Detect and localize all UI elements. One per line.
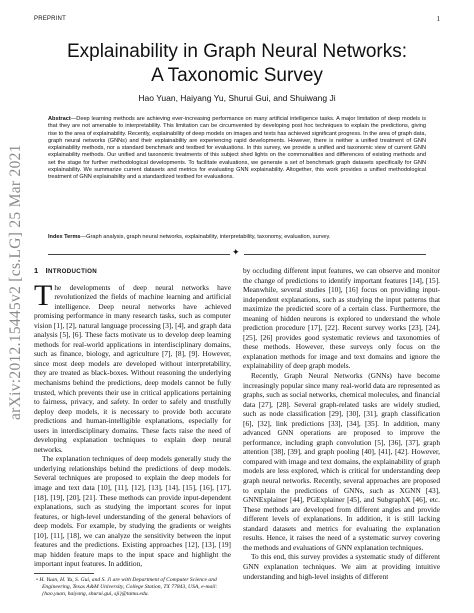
section-title-first: I (45, 266, 49, 275)
index-terms-label: Index Terms (48, 234, 81, 240)
arxiv-identifier[interactable]: arXiv:2012.15445v2 [cs.LG] 25 Mar 2021 (7, 144, 24, 420)
paper-title (40, 40, 434, 88)
left-column (34, 266, 231, 598)
index-terms (48, 234, 426, 241)
diamond-icon: ✦ (232, 248, 240, 258)
intro-paragraph-1-text: he developments of deep neural networks have revolutionized the fields of machine learning and artificial intelligence. Deep neural networks have achieved promising performance in many research tasks, such as computer vision [1], [2], natural language processing [3], [4], and graph data analysis [5], [6]. These facts motivate us to develop deep learning methods for real-world applications in interdisciplinary domains, such as finance, biology, and agriculture [7], [8], [9]. However, since most deep models are developed without interpretability, they are treated as black-boxes. Without reasoning the underlying mechanisms behind the predictions, deep models cannot be fully trusted, which prevents their use in critical applications pertaining to fairness, privacy, and safety. In order to safely and trustfully deploy deep models, it is necessary to provide both accurate predictions and human-intelligible explanations, especially for users in interdisciplinary domains. These facts raise the need of developing explanation techniques to explain deep neural networks. (34, 282, 231, 454)
page-number: 1 (436, 15, 440, 23)
abstract (48, 116, 426, 182)
abstract-text: —Deep learning methods are achieving ever-increasing performance on many artificial intelligence tasks. A major limitation of deep models is that they are not amenable to interpretability. This limitation can be circumvented by developing post hoc techniques to explain the predictions, giving rise to the area of explainability. Recently, explainability of deep models on images and texts has achieved significant progress. In the area of graph data, graph neural networks (GNNs) and their explainability are experiencing rapid developments. However, there is neither a unified treatment of GNN explainability methods, nor a standard benchmark and testbed for evaluations. In this survey, we provide a unified and taxonomic view of current GNN explainability methods. Our unified and taxonomic treatments of this subject shed lights on the commonalities and differences of existing methods and set the stage for further methodological developments. To facilitate evaluations, we generate a set of benchmark graph datasets specifically for GNN explainability. We summarize current datasets and metrics for evaluating GNN explainability. Altogether, this work provides a unified methodological treatment of GNN explainability and a standardized testbed for evaluations. (48, 116, 426, 181)
section-heading (34, 266, 231, 277)
title-line-1: Explainability in Graph Neural Networks: (66, 41, 408, 62)
index-terms-text: —Graph analysis, graph neural networks, explainability, interpretability, taxonomy, evaluation, survey. (80, 234, 331, 240)
divider-line-right (244, 254, 426, 255)
intro-paragraph-1 (34, 278, 231, 455)
right-paragraph-1: by occluding different input features, we can observe and monitor the change of predictions to identify important features [14], [15]. Meanwhile, several studies [10], [16] focus on providing input-independent explanations, such as studying the input patterns that maximize the predicted score of a certain class. Furthermore, the meaning of hidden neurons is explored to understand the whole prediction procedure [17], [22]. Recent survey works [23], [24], [25], [26] provides good systematic reviews and taxonomies of these methods. However, these surveys only focus on the explanation methods for image and text domains and ignore the explainability of deep graph models. (243, 266, 440, 371)
intro-paragraph-2: The explanation techniques of deep models generally study the underlying relationships behind the predictions of deep models. Several techniques are proposed to explain the deep models for image and text data [10], [11], [12], [13], [14], [15], [16], [17], [18], [19], [20], [21]. These methods can provide input-dependent explanations, such as studying the important scores for input features, or high-level understanding of the general behaviors of deep models. For example, by studying the gradients or weights [10], [11], [18], we can analyze the sensitivity between the input features and the predictions. Existing approaches [12], [13], [19] map hidden feature maps to the input space and highlight the important input features. In addition, (34, 454, 231, 569)
author-list: Hao Yuan, Haiyang Yu, Shurui Gui, and Shuiwang Ji (138, 93, 336, 103)
section-title-rest: NTRODUCTION (48, 268, 98, 275)
right-column (243, 266, 440, 581)
divider-line-left (48, 254, 230, 255)
drop-cap: T (34, 278, 53, 312)
title-line-2: A Taxonomic Survey (151, 65, 323, 86)
right-paragraph-3: To this end, this survey provides a systematic study of different GNN explanation techniques. We aim at providing intuitive understanding and high-level insights of different (243, 552, 440, 581)
footnote-rule (34, 573, 94, 574)
abstract-label: Abstract (48, 116, 71, 122)
preprint-label: PREPRINT (34, 16, 66, 22)
author-footnote: • H. Yuan, H. Yu, S. Gui, and S. Ji are with Department of Computer Science and Engineering, Texas A&M University, College Station, TX 77843, USA, e-mail: {hao.yuan, haiyang, shurui.gui, sji}@tamu.edu. (36, 576, 218, 597)
section-divider (48, 248, 426, 258)
right-paragraph-2: Recently, Graph Neural Networks (GNNs) have become increasingly popular since many real-world data are represented as graphs, such as social networks, chemical molecules, and financial data [27], [28]. Several graph-related tasks are widely studied, such as node classification [29], [30], [31], graph classification [6], [32], link predictions [33], [34], [35]. In addition, many advanced GNN operations are proposed to improve the performance, including graph convolution [5], [36], [37], graph attention [38], [39], and graph pooling [40], [41], [42]. However, compared with image and text domains, the explainability of graph models are less explored, which is critical for understanding deep graph neural networks. Recently, several approaches are proposed to explain the predictions of GNNs, such as XGNN [43], GNNExplainer [44], PGExplainer [45], and SubgraphX [46], etc. These methods are developed from different angles and provide different levels of explanations. In addition, it is still lacking standard datasets and metrics for evaluating the explanation results. Hence, it raises the need of a systematic survey covering the methods and evaluations of GNN explanation techniques. (243, 371, 441, 552)
section-number: 1 (34, 266, 39, 275)
